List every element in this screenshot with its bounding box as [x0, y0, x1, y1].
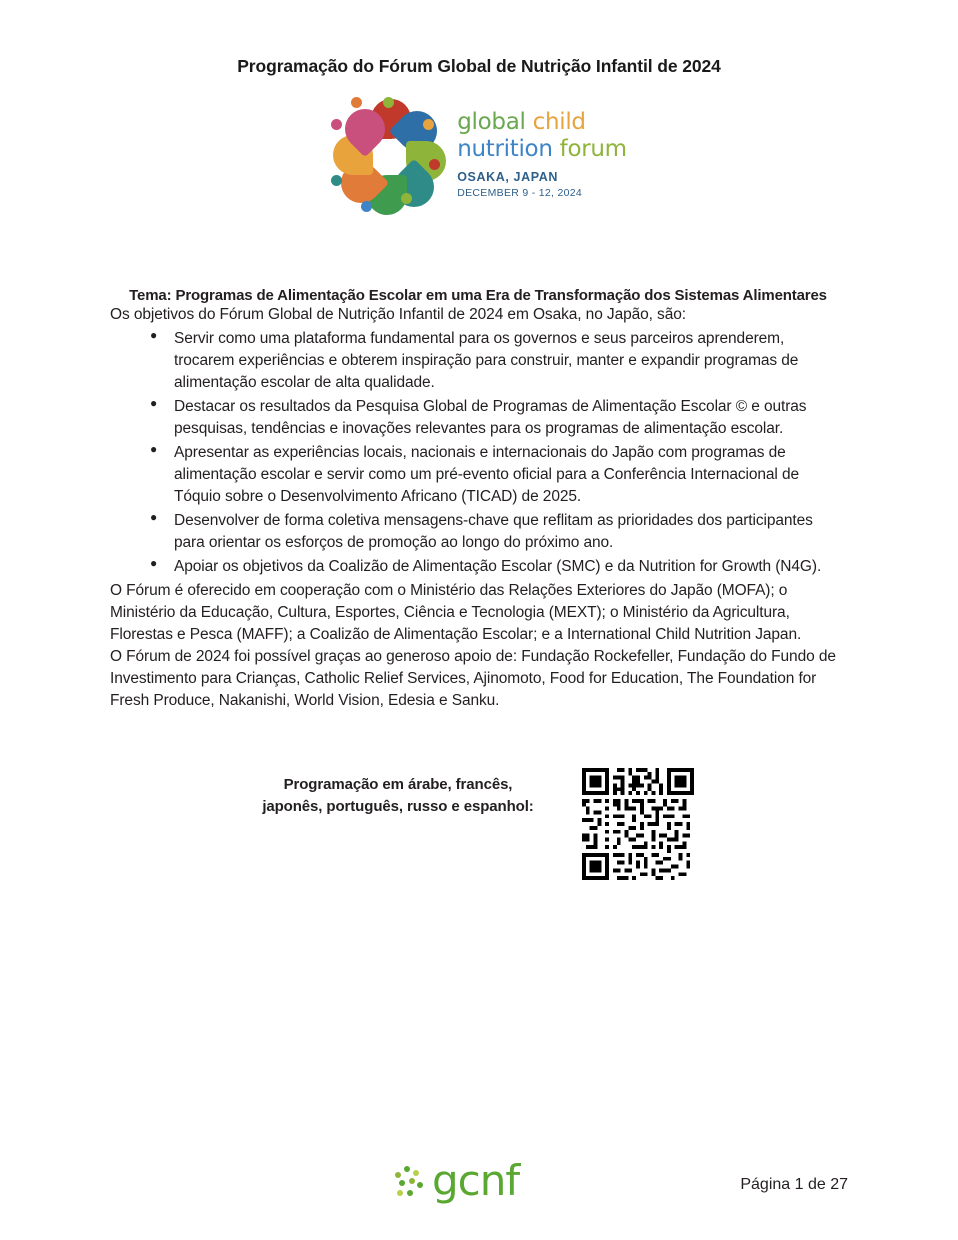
intro-paragraph: Os objetivos do Fórum Global de Nutrição Infantil de 2024 em Osaka, no Japão, são:: [110, 306, 686, 323]
cooperation-paragraph: O Fórum é oferecido em cooperação com o Ministério das Relações Exteriores do Japão (MOFA); o Ministério da Educação, Cultura, Esportes, Ciência e Tecnologia (MEXT); o Ministério da Agricultura, Florestas e Pesca (MAFF); a Coalizão de Alimentação Escolar; e a International Child Nutrition Japan.: [110, 582, 802, 643]
list-item: ● Servir como uma plataforma fundamental para os governos e seus parceiros aprenderem, trocarem experiências e obterem inspiração para construir, manter e expandir programas de alimentação escolar de alta qualidade.: [150, 328, 846, 394]
list-item: ● Destacar os resultados da Pesquisa Global de Programas de Alimentação Escolar © e outras pesquisas, tendências e inovações relevantes para os programas de alimentação escolar.: [150, 396, 846, 440]
logo-word-child: child: [532, 109, 586, 135]
gcnf-event-logo: [0, 97, 958, 215]
qr-caption: [262, 768, 533, 818]
logo-city: OSAKA, JAPAN: [457, 169, 558, 184]
list-item: ● Apoiar os objetivos da Coalizão de Alimentação Escolar (SMC) e da Nutrition for Growth (N4G).: [150, 556, 846, 578]
logo-word-nutrition: nutrition: [457, 135, 553, 162]
support-paragraph: O Fórum de 2024 foi possível graças ao generoso apoio de: Fundação Rockefeller, Fundação do Fundo de Investimento para Crianças, Catholic Relief Services, Ajinomoto, Food for Education, The Foundation for Fresh Produce, Nakanishi, World Vision, Edesia e Sanku.: [110, 648, 836, 709]
theme-separator: :: [166, 287, 176, 304]
theme-label: Tema: [129, 287, 167, 304]
qr-section: [110, 768, 846, 880]
objectives-list: [110, 328, 846, 578]
qr-caption-line-2: japonês, português, russo e espanhol:: [262, 797, 534, 815]
gcnf-footer-logo: [395, 1156, 520, 1205]
page-footer: [0, 1142, 958, 1205]
document-body: [0, 287, 958, 880]
logo-word-global: global: [457, 109, 526, 135]
page-title: Programação do Fórum Global de Nutrição Infantil de 2024: [237, 56, 721, 76]
list-item: ● Apresentar as experiências locais, nacionais e internacionais do Japão com programas de alimentação escolar e servir como um pré-evento oficial para a Conferência Internacional de Tóquio sobre o Desenvolvimento Africano (TICAD) de 2025.: [150, 442, 846, 508]
theme-text: Programas de Alimentação Escolar em uma Era de Transformação dos Sistemas Alimentares: [175, 287, 827, 304]
qr-code-icon[interactable]: [582, 768, 694, 880]
footer-dots-icon: [395, 1164, 425, 1198]
footer-logo-text: gcnf: [432, 1156, 520, 1205]
list-item: ● Desenvolver de forma coletiva mensagens-chave que reflitam as prioridades dos participantes para orientar os esforços de promoção ao longo do próximo ano.: [150, 510, 846, 554]
page-number: Página 1 de 27: [740, 1176, 848, 1193]
logo-dates: DECEMBER 9 - 12, 2024: [457, 186, 583, 199]
theme-line: [110, 287, 846, 304]
flower-logo-icon: [331, 97, 449, 215]
qr-caption-line-1: Programação em árabe, francês,: [283, 776, 513, 793]
logo-word-forum: forum: [559, 135, 627, 162]
